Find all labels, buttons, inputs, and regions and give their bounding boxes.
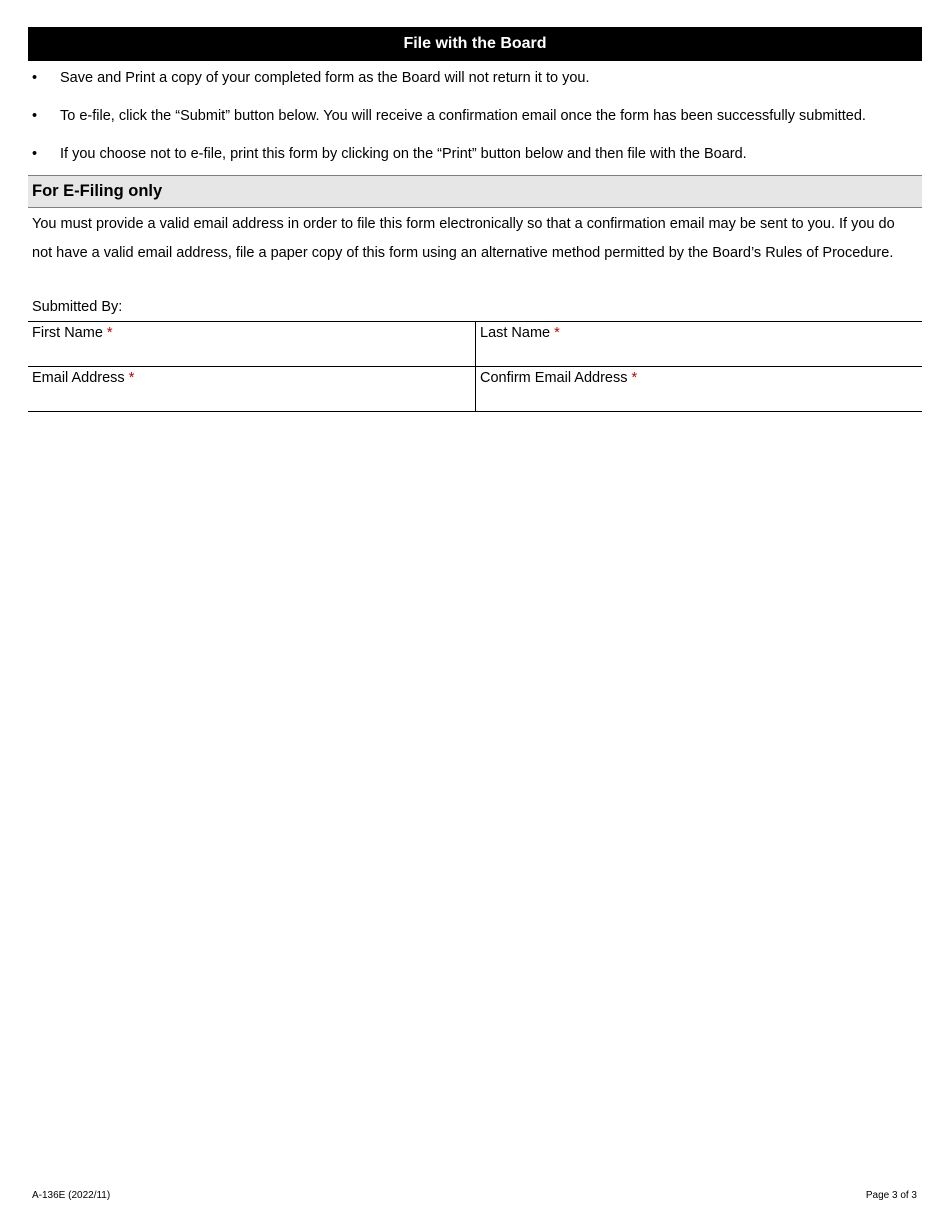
confirm-email-field[interactable] — [475, 367, 922, 411]
list-item — [28, 140, 922, 169]
required-marker: * — [554, 325, 560, 341]
last-name-field[interactable] — [475, 322, 922, 366]
page-number: Page 3 of 3 — [865, 1190, 917, 1201]
instruction-text: If you choose not to e-file, print this form by clicking on the “Print” button below and then file with the Board. — [60, 146, 747, 162]
instruction-text: Save and Print a copy of your completed form as the Board will not return it to you. — [60, 70, 590, 86]
required-marker: * — [128, 370, 135, 386]
bullet-icon: • — [32, 70, 38, 86]
form-page — [28, 27, 922, 412]
first-name-label: First Name — [32, 325, 103, 341]
form-row — [28, 367, 922, 412]
efiling-paragraph: You must provide a valid email address in order to file this form electronically so that a confirmation email may be sent to you. If you do not have a valid email address, file a paper copy of this form using an alternative method permitted by the Board’s Rules of Procedure. — [32, 216, 895, 261]
required-marker: * — [106, 325, 113, 341]
submitted-by-label: Submitted By: — [32, 299, 123, 315]
section-title: File with the Board — [28, 27, 922, 61]
list-item — [28, 64, 922, 93]
first-name-field[interactable] — [28, 322, 475, 366]
form-row — [28, 322, 922, 367]
bullet-icon: • — [32, 146, 38, 162]
bullet-icon: • — [32, 108, 38, 124]
required-marker: * — [631, 370, 638, 386]
form-code: A-136E (2022/11) — [32, 1190, 111, 1201]
last-name-label: Last Name — [480, 325, 551, 341]
instruction-list — [28, 64, 922, 169]
list-item — [28, 102, 922, 131]
email-field[interactable] — [28, 367, 475, 411]
instruction-text: To e-file, click the “Submit” button below. You will receive a confirmation email once the form has been successfully submitted. — [60, 108, 866, 124]
efiling-title: For E-Filing only — [28, 175, 922, 208]
email-label: Email Address — [32, 370, 125, 386]
submitter-form — [28, 321, 922, 412]
confirm-email-label: Confirm Email Address — [480, 370, 628, 386]
